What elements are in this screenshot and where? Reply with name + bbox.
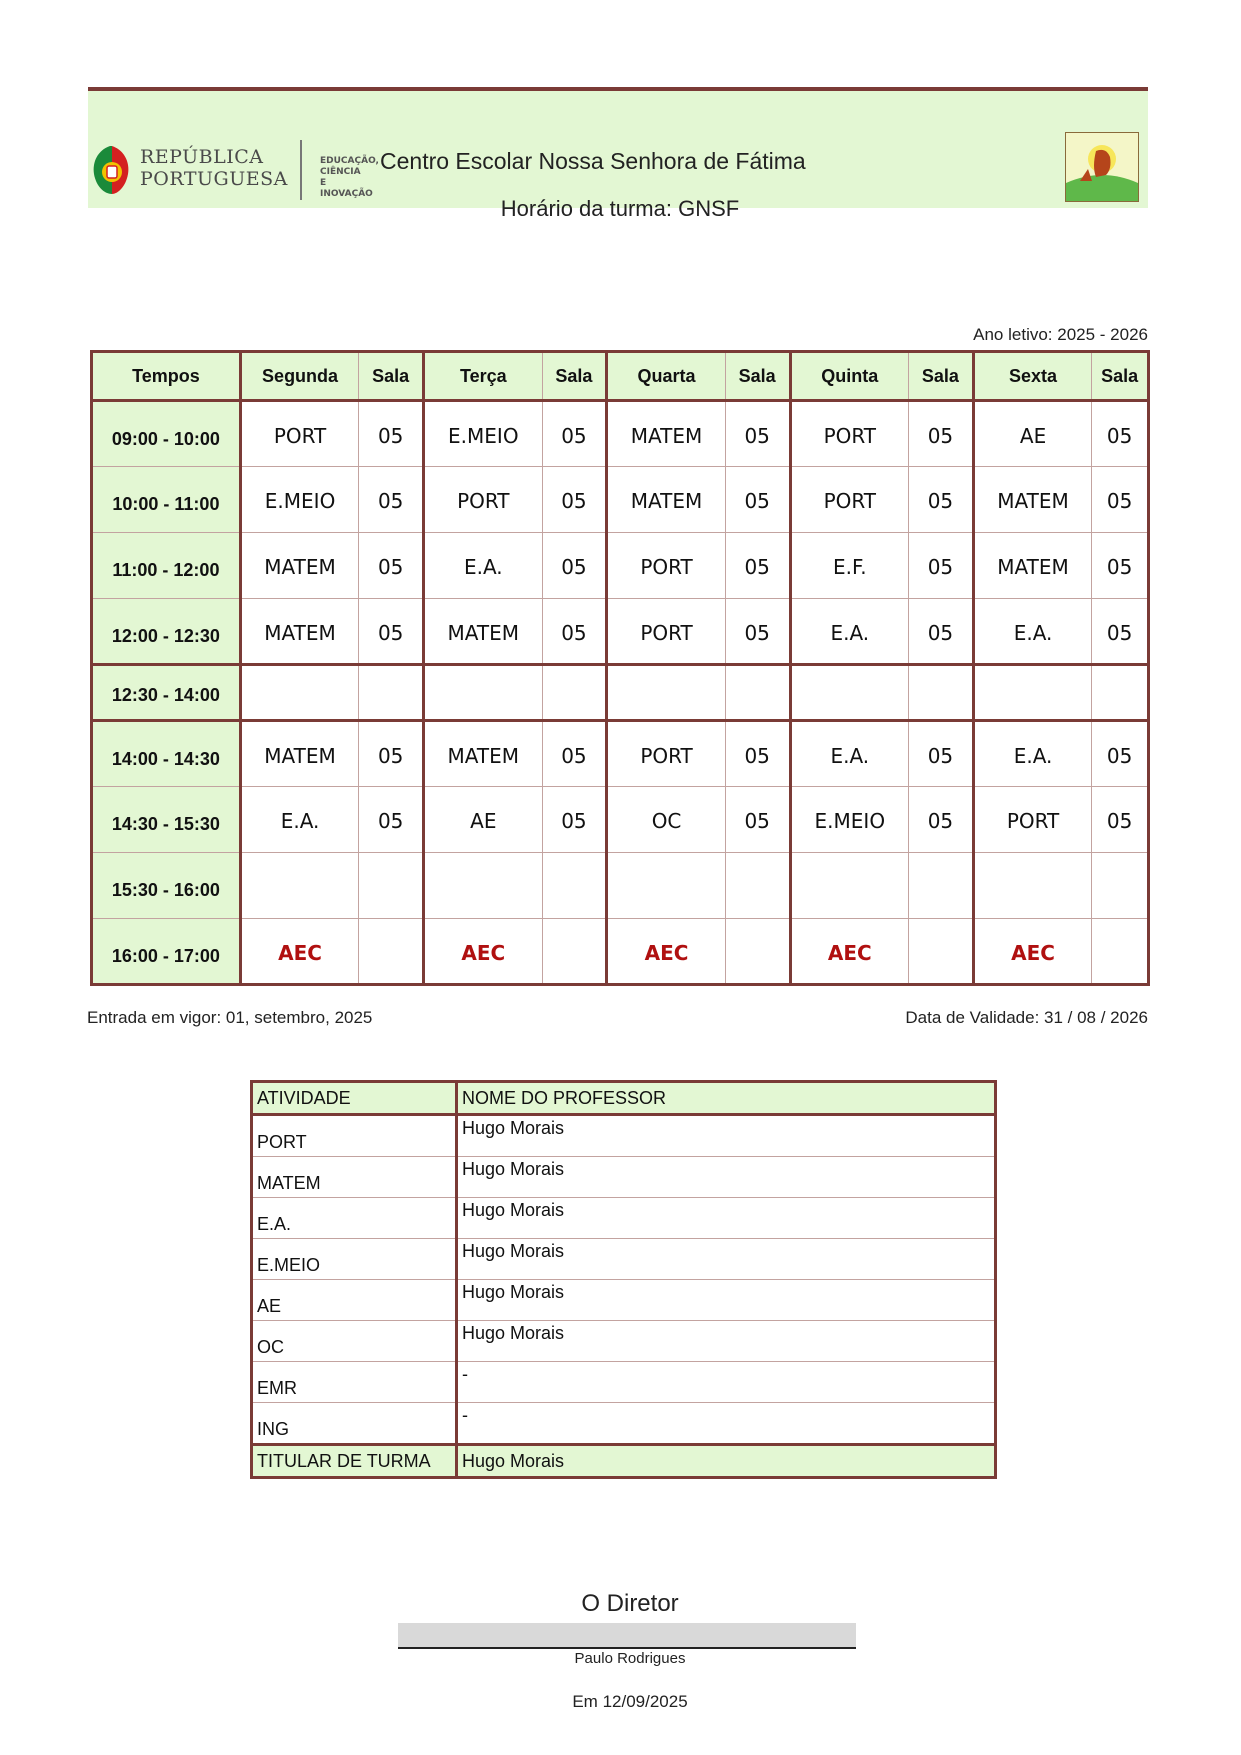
room-cell: 05 [359, 401, 424, 467]
subject-cell: AE [973, 401, 1091, 467]
timetable-header-row [92, 352, 1149, 401]
room-cell: 05 [359, 787, 424, 853]
ministry-line-1: EDUCAÇÃO, CIÊNCIA [320, 156, 379, 177]
logo-divider [300, 140, 302, 200]
col-header-sala: Sala [359, 352, 424, 401]
subject-cell: MATEM [424, 599, 542, 665]
validity-date: Data de Validade: 31 / 08 / 2026 [905, 1008, 1148, 1027]
room-cell [359, 665, 424, 721]
time-slot-cell: 14:30 - 15:30 [92, 787, 241, 853]
subject-cell [607, 665, 725, 721]
titular-teacher: Hugo Morais [457, 1445, 996, 1478]
titular-row [252, 1445, 996, 1478]
subject-cell: PORT [240, 401, 358, 467]
time-slot-cell: 10:00 - 11:00 [92, 467, 241, 533]
room-cell: 05 [542, 599, 607, 665]
activity-cell: E.MEIO [252, 1239, 457, 1280]
room-cell: 05 [359, 721, 424, 787]
room-cell [725, 853, 790, 919]
subject-cell: E.MEIO [424, 401, 542, 467]
room-cell: 05 [1092, 401, 1149, 467]
col-header-atividade: ATIVIDADE [252, 1082, 457, 1115]
subject-cell: PORT [607, 533, 725, 599]
teacher-row [252, 1157, 996, 1198]
subject-cell: MATEM [607, 401, 725, 467]
room-cell: 05 [1092, 467, 1149, 533]
subject-cell [424, 665, 542, 721]
teachers-header-row [252, 1082, 996, 1115]
subject-cell [790, 665, 908, 721]
subject-cell: AEC [973, 919, 1091, 985]
subject-cell: MATEM [973, 467, 1091, 533]
room-cell: 05 [909, 721, 974, 787]
logo-text [140, 146, 288, 190]
subject-cell: MATEM [240, 599, 358, 665]
room-cell: 05 [1092, 787, 1149, 853]
col-header-segunda: Segunda [240, 352, 358, 401]
teacher-name-cell: Hugo Morais [457, 1321, 996, 1362]
school-logo [1065, 132, 1139, 202]
room-cell [725, 665, 790, 721]
time-slot-cell: 09:00 - 10:00 [92, 401, 241, 467]
republica-portuguesa-logo [90, 140, 380, 202]
room-cell: 05 [725, 721, 790, 787]
subject-cell: E.A. [790, 599, 908, 665]
room-cell: 05 [909, 401, 974, 467]
room-cell [542, 919, 607, 985]
director-title: O Diretor [581, 1590, 679, 1617]
teacher-row [252, 1198, 996, 1239]
timetable-row [92, 787, 1149, 853]
subject-cell: MATEM [607, 467, 725, 533]
teacher-row [252, 1239, 996, 1280]
subject-cell: MATEM [240, 533, 358, 599]
subject-cell: PORT [424, 467, 542, 533]
room-cell: 05 [909, 787, 974, 853]
room-cell: 05 [909, 467, 974, 533]
teacher-name-cell: Hugo Morais [457, 1115, 996, 1157]
teacher-name-cell: - [457, 1403, 996, 1445]
room-cell: 05 [725, 467, 790, 533]
timetable-row [92, 467, 1149, 533]
entry-into-force: Entrada em vigor: 01, setembro, 2025 [87, 1008, 373, 1027]
teacher-row [252, 1403, 996, 1445]
room-cell [1092, 853, 1149, 919]
teacher-name-cell: Hugo Morais [457, 1157, 996, 1198]
teacher-name-cell: Hugo Morais [457, 1239, 996, 1280]
school-emblem-icon [1066, 133, 1138, 201]
timetable-row [92, 533, 1149, 599]
room-cell: 05 [909, 533, 974, 599]
director-name: Paulo Rodrigues [574, 1650, 686, 1667]
room-cell: 05 [1092, 721, 1149, 787]
subject-cell [790, 853, 908, 919]
room-cell [909, 919, 974, 985]
portuguese-emblem-icon [90, 144, 132, 196]
signature-date: Em 12/09/2025 [572, 1692, 688, 1711]
room-cell: 05 [359, 533, 424, 599]
subject-cell: PORT [790, 401, 908, 467]
room-cell [542, 853, 607, 919]
subject-cell: OC [607, 787, 725, 853]
logo-line-2: PORTUGUESA [140, 168, 288, 190]
timetable-row [92, 919, 1149, 985]
teacher-row [252, 1115, 996, 1157]
subject-cell: E.A. [424, 533, 542, 599]
room-cell [359, 919, 424, 985]
room-cell: 05 [542, 533, 607, 599]
time-slot-cell: 16:00 - 17:00 [92, 919, 241, 985]
room-cell: 05 [359, 599, 424, 665]
time-slot-cell: 12:00 - 12:30 [92, 599, 241, 665]
subject-cell: E.F. [790, 533, 908, 599]
subject-cell: AEC [240, 919, 358, 985]
teacher-row [252, 1362, 996, 1403]
room-cell [725, 919, 790, 985]
subject-cell [240, 665, 358, 721]
col-header-tempos: Tempos [92, 352, 241, 401]
col-header-sala: Sala [909, 352, 974, 401]
activity-cell: EMR [252, 1362, 457, 1403]
room-cell: 05 [1092, 599, 1149, 665]
subject-cell: E.A. [790, 721, 908, 787]
room-cell [1092, 665, 1149, 721]
col-header-quinta: Quinta [790, 352, 908, 401]
subject-cell: PORT [607, 721, 725, 787]
col-header-sexta: Sexta [973, 352, 1091, 401]
subject-cell: AEC [607, 919, 725, 985]
room-cell: 05 [725, 787, 790, 853]
subject-cell: E.A. [973, 599, 1091, 665]
subject-cell: AEC [424, 919, 542, 985]
subject-cell: MATEM [240, 721, 358, 787]
room-cell [359, 853, 424, 919]
activity-cell: PORT [252, 1115, 457, 1157]
room-cell: 05 [725, 599, 790, 665]
subject-cell: AEC [790, 919, 908, 985]
subject-cell: MATEM [424, 721, 542, 787]
school-name: Centro Escolar Nossa Senhora de Fátima [380, 148, 806, 174]
subject-cell: MATEM [973, 533, 1091, 599]
room-cell: 05 [725, 533, 790, 599]
school-year: Ano letivo: 2025 - 2026 [973, 325, 1148, 344]
subject-cell: AE [424, 787, 542, 853]
subject-cell: E.MEIO [240, 467, 358, 533]
col-header-sala: Sala [725, 352, 790, 401]
subject-cell: PORT [607, 599, 725, 665]
logo-line-1: REPÚBLICA [140, 146, 264, 168]
subject-cell [607, 853, 725, 919]
col-header-sala: Sala [542, 352, 607, 401]
timetable-row [92, 853, 1149, 919]
subject-cell: PORT [973, 787, 1091, 853]
room-cell [1092, 919, 1149, 985]
time-slot-cell: 11:00 - 12:00 [92, 533, 241, 599]
teacher-name-cell: - [457, 1362, 996, 1403]
room-cell [542, 665, 607, 721]
subject-cell [424, 853, 542, 919]
activity-cell: MATEM [252, 1157, 457, 1198]
room-cell: 05 [542, 787, 607, 853]
col-header-quarta: Quarta [607, 352, 725, 401]
time-slot-cell: 15:30 - 16:00 [92, 853, 241, 919]
timetable-row [92, 401, 1149, 467]
room-cell: 05 [542, 467, 607, 533]
subject-cell: E.MEIO [790, 787, 908, 853]
room-cell [909, 665, 974, 721]
subject-cell: E.A. [973, 721, 1091, 787]
subject-cell [973, 853, 1091, 919]
room-cell: 05 [359, 467, 424, 533]
col-header-sala: Sala [1092, 352, 1149, 401]
class-title: Horário da turma: GNSF [500, 196, 740, 221]
activity-cell: OC [252, 1321, 457, 1362]
subject-cell [973, 665, 1091, 721]
time-slot-cell: 14:00 - 14:30 [92, 721, 241, 787]
col-header-professor: NOME DO PROFESSOR [457, 1082, 996, 1115]
time-slot-cell: 12:30 - 14:00 [92, 665, 241, 721]
room-cell [909, 853, 974, 919]
room-cell: 05 [909, 599, 974, 665]
timetable [90, 350, 1150, 986]
subject-cell [240, 853, 358, 919]
timetable-row [92, 665, 1149, 721]
titular-label: TITULAR DE TURMA [252, 1445, 457, 1478]
activity-cell: AE [252, 1280, 457, 1321]
timetable-row [92, 721, 1149, 787]
room-cell: 05 [542, 401, 607, 467]
subject-cell: E.A. [240, 787, 358, 853]
teacher-name-cell: Hugo Morais [457, 1280, 996, 1321]
activity-cell: E.A. [252, 1198, 457, 1239]
signature-line [398, 1623, 856, 1649]
activity-cell: ING [252, 1403, 457, 1445]
timetable-row [92, 599, 1149, 665]
teacher-name-cell: Hugo Morais [457, 1198, 996, 1239]
room-cell: 05 [725, 401, 790, 467]
ministry-text [320, 156, 380, 200]
ministry-line-2: E INOVAÇÃO [320, 178, 373, 199]
teacher-row [252, 1321, 996, 1362]
room-cell: 05 [1092, 533, 1149, 599]
teacher-row [252, 1280, 996, 1321]
room-cell: 05 [542, 721, 607, 787]
teachers-table [250, 1080, 997, 1479]
subject-cell: PORT [790, 467, 908, 533]
col-header-terca: Terça [424, 352, 542, 401]
